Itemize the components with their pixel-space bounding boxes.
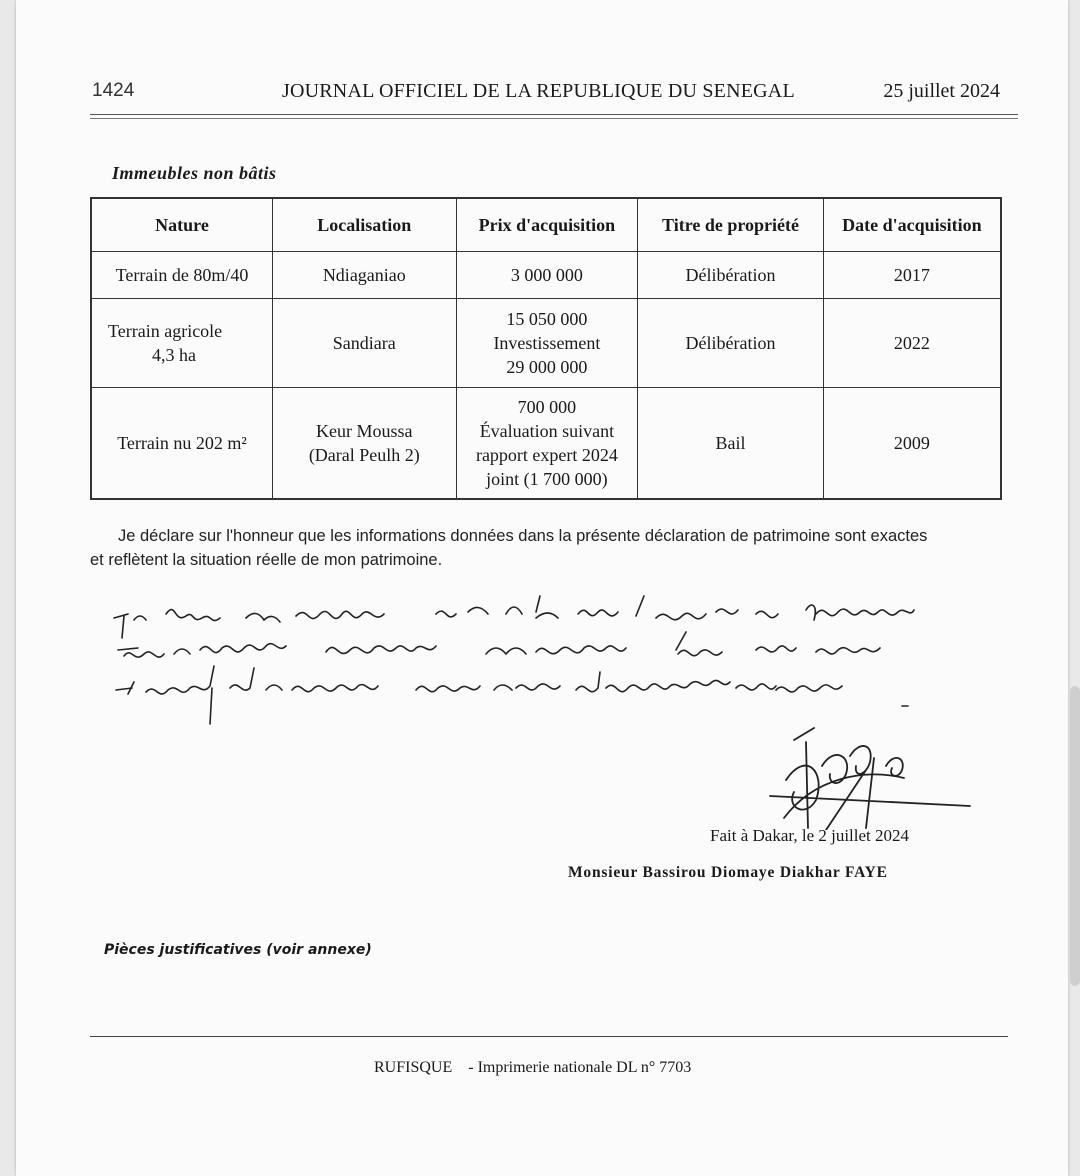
page-number: 1424 (92, 80, 135, 101)
table-header-row (91, 198, 1001, 252)
cell-prix: 3 000 000 (456, 252, 638, 299)
cell-prix: 15 050 000 Investissement 29 000 000 (456, 299, 638, 388)
issue-date: 25 juillet 2024 (883, 80, 1000, 102)
cell-date: 2009 (823, 388, 1001, 500)
cell-titre: Bail (638, 388, 824, 500)
cell-date: 2022 (823, 299, 1001, 388)
column-header-titre: Titre de propriété (638, 198, 824, 252)
handwriting-line-3 (116, 666, 908, 724)
cell-localisation: Keur Moussa (Daral Peulh 2) (273, 388, 457, 500)
header-rule-secondary (90, 118, 1018, 119)
document-page (16, 0, 1068, 1176)
header-rule (90, 114, 1018, 115)
footer-rule (90, 1036, 1008, 1037)
column-header-date: Date d'acquisition (823, 198, 1001, 252)
cell-nature: Terrain de 80m/40 (91, 252, 273, 299)
cell-date: 2017 (823, 252, 1001, 299)
honor-declaration: Je déclare sur l'honneur que les informations données dans la présente déclaration de patrimoine sont exactes et reflètent la situation réelle de mon patrimoine. (90, 527, 928, 569)
cell-localisation: Sandiara (273, 299, 457, 388)
cell-prix: 700 000 Évaluation suivant rapport expert 2024 joint (1 700 000) (456, 388, 638, 500)
footer-printer: - Imprimerie nationale DL n° 7703 (468, 1059, 692, 1076)
column-header-localisation: Localisation (273, 198, 457, 252)
handwriting-line-2 (118, 632, 880, 657)
column-header-prix: Prix d'acquisition (456, 198, 638, 252)
footer-city: RUFISQUE (374, 1059, 453, 1076)
table-row (91, 299, 1001, 388)
place-and-date: Fait à Dakar, le 2 juillet 2024 (710, 826, 910, 845)
assets-table (90, 197, 1002, 500)
signer-name: Monsieur Bassirou Diomaye Diakhar FAYE (568, 864, 888, 881)
cell-nature: Terrain nu 202 m² (91, 388, 273, 500)
handwritten-declaration-image (16, 590, 1068, 830)
footer (374, 1059, 691, 1077)
section-title: Immeubles non bâtis (112, 163, 277, 183)
supporting-documents-note: Pièces justificatives (voir annexe) (104, 942, 372, 958)
handwriting-line-1 (114, 596, 914, 638)
journal-title: JOURNAL OFFICIEL DE LA REPUBLIQUE DU SENEGAL (282, 80, 795, 102)
signature-image (770, 728, 970, 830)
cell-titre: Délibération (638, 299, 824, 388)
cell-localisation: Ndiaganiao (273, 252, 457, 299)
column-header-nature: Nature (91, 198, 273, 252)
table-row (91, 252, 1001, 299)
scrollbar-thumb[interactable] (1070, 686, 1080, 986)
table-row (91, 388, 1001, 500)
cell-titre: Délibération (638, 252, 824, 299)
cell-nature: Terrain agricole 4,3 ha (91, 299, 273, 388)
